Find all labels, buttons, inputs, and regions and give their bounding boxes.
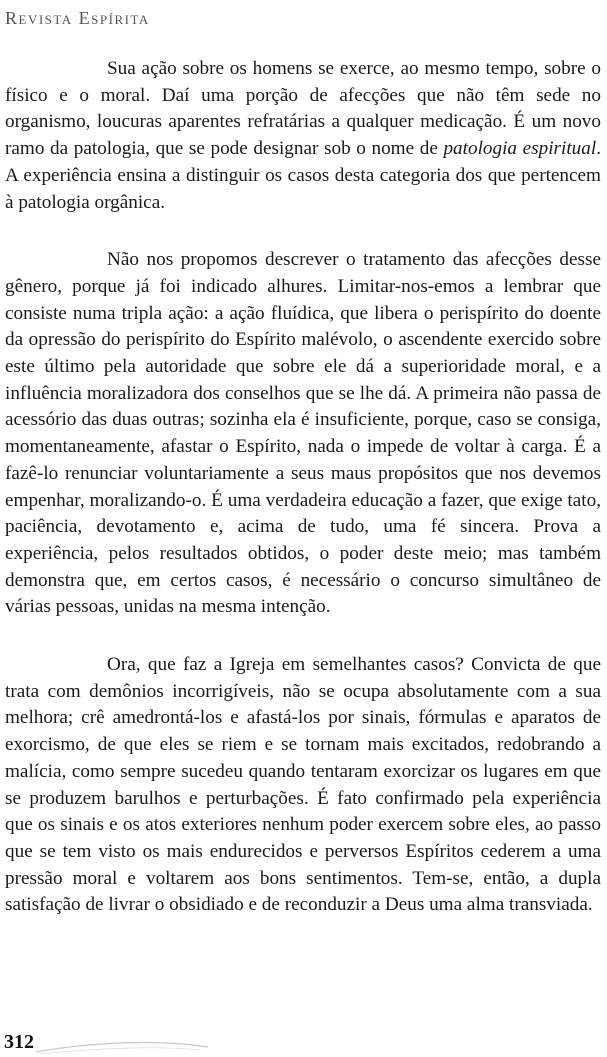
page-number: 312: [4, 1031, 34, 1053]
running-head: Revista Espírita: [5, 8, 150, 28]
paragraph-2: Não nos propomos descrever o tratamento das afecções desse gênero, porque já foi indicado alhures. Limitar-nos-emos a lembrar que consiste numa tripla ação: a ação fluídica, que libera o perispírito do doente da opressão do perispírito do Espírito malévolo, o ascendente exercido sobre este último pela autoridade que sobre ele dá a superioridade moral, e a influência moralizadora dos conselhos que se lhe dá. A primeira não passa de acessório das duas outras; sozinha ela é insuficiente, porque, caso se consiga, momentaneamente, afastar o Espírito, nada o impede de voltar à carga. É a fazê-lo renunciar voluntariamente a seus maus propósitos que nos devemos empenhar, moralizando-o. É uma verdadeira educação a fazer, que exige tato, paciência, devotamento e, acima de tudo, uma fé sincera. Prova a experiência, pelos resultados obtidos, o poder deste meio; mas também demonstra que, em certos casos, é necessário o concurso simultâneo de várias pessoas, unidas na mesma intenção.: [5, 249, 601, 618]
paragraph-3: Ora, que faz a Igreja em semelhantes casos? Convicta de que trata com demônios incorrigíveis, não se ocupa absolutamente com a sua melhora; crê amedrontá-los e afastá-los por sinais, fórmulas e aparatos de exorcismo, de que eles se riem e se tornam mais excitados, redobrando a malícia, como sempre sucedeu quando tentaram exorcizar os lugares em que se produzem barulhos e perturbações. É fato confirmado pela experiência que os sinais e os atos exteriores nenhum poder exercem sobre eles, ao passo que se tem visto os mais endurecidos e perversos Espíritos cederem a uma pressão moral e voltarem aos bons sentimentos. Tem-se, então, a dupla satisfação de livrar o obsidiado e de reconduzir a Deus uma alma transviada.: [5, 654, 601, 916]
paragraph-1-text-end: . A experiência ensina a distinguir os casos desta categoria dos que pertencem à patologia orgânica.: [5, 138, 601, 213]
paragraph-1: [5, 56, 601, 216]
paragraph-1-text-start: Sua ação sobre os homens se exerce, ao mesmo tempo, sobre o físico e o moral. Daí uma porção de afecções que não têm sede no organismo, loucuras aparentes refratárias a qualquer medicação. É um novo ramo da patologia, que se pode designar sob o nome de: [5, 58, 601, 160]
paragraph-1-emphasis: patologia espiritual: [443, 138, 597, 160]
body-text: [5, 56, 601, 950]
